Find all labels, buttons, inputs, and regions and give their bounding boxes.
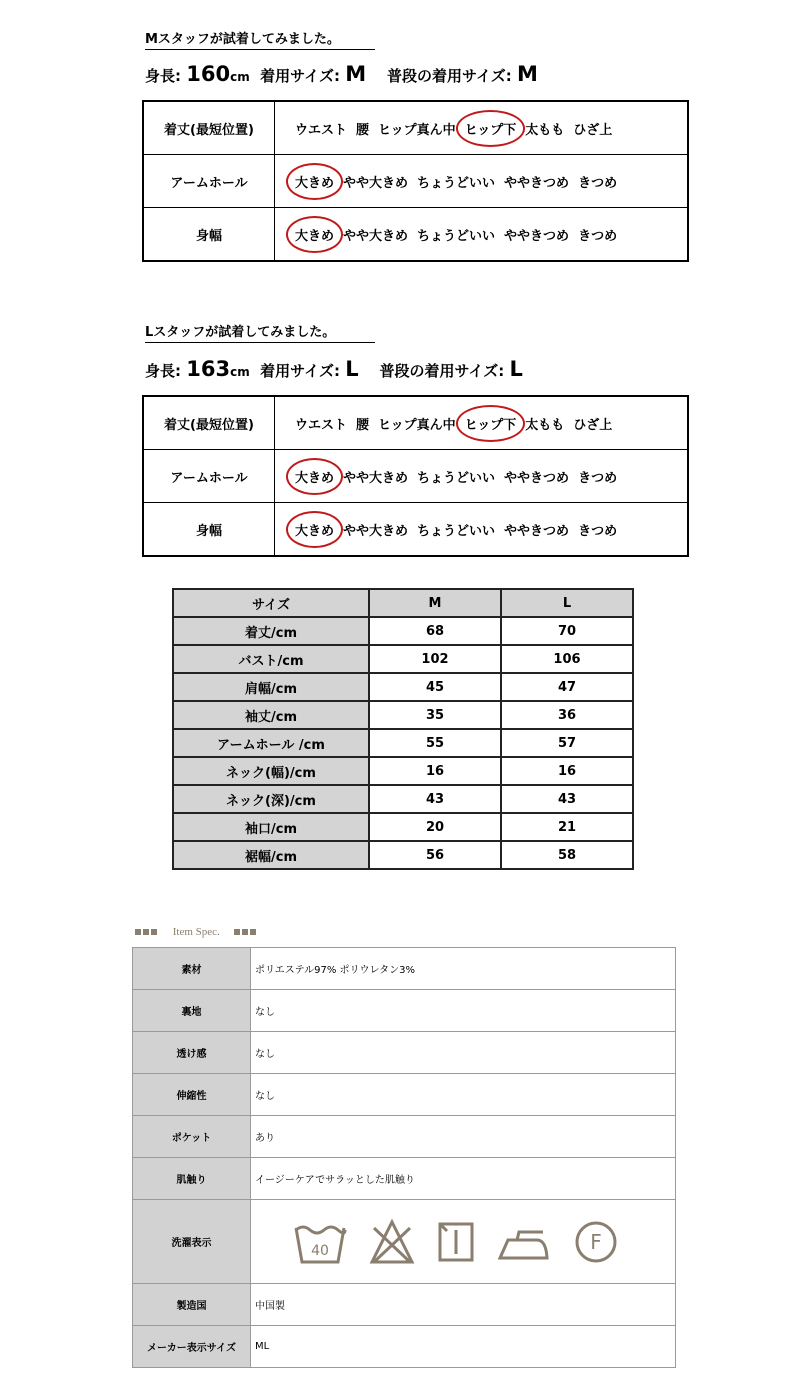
fit-option: ややきつめ bbox=[504, 523, 570, 539]
spec-key: 素材 bbox=[133, 948, 251, 990]
fit-option: ヒップ真ん中 bbox=[378, 122, 456, 138]
size-value-l: 57 bbox=[501, 729, 633, 757]
size-row-label: 着丈/cm bbox=[173, 617, 369, 645]
fit-row-armhole bbox=[143, 155, 688, 208]
fit-option: 太もも bbox=[525, 417, 565, 433]
fit-option: やや大きめ bbox=[343, 228, 409, 244]
size-header-cell: L bbox=[501, 589, 633, 617]
square-icon bbox=[250, 929, 256, 935]
table-row bbox=[173, 701, 633, 729]
size-row-label: 裾幅/cm bbox=[173, 841, 369, 869]
usual-size-value: L bbox=[509, 357, 523, 381]
square-icon bbox=[135, 929, 141, 935]
size-row-label: 肩幅/cm bbox=[173, 673, 369, 701]
fit-option-selected: ヒップ下 bbox=[465, 414, 517, 433]
table-row bbox=[133, 990, 676, 1032]
fit-row-armhole bbox=[143, 450, 688, 503]
table-row bbox=[133, 1116, 676, 1158]
table-row bbox=[173, 785, 633, 813]
spec-value: イージーケアでサラッとした肌触り bbox=[251, 1158, 676, 1200]
table-row bbox=[173, 757, 633, 785]
spec-value: ML bbox=[251, 1326, 676, 1368]
wear-size-value: M bbox=[345, 62, 367, 86]
fit-option: ヒップ真ん中 bbox=[378, 417, 456, 433]
spec-key: ポケット bbox=[133, 1116, 251, 1158]
fit-option: 太もも bbox=[525, 122, 565, 138]
fit-row-length bbox=[143, 396, 688, 450]
table-row bbox=[173, 673, 633, 701]
fit-option: やや大きめ bbox=[343, 175, 409, 191]
height-label: 身長: bbox=[145, 67, 181, 85]
size-row-label: 袖口/cm bbox=[173, 813, 369, 841]
fit-option: きつめ bbox=[578, 523, 618, 539]
size-value-l: 106 bbox=[501, 645, 633, 673]
size-row-label: バスト/cm bbox=[173, 645, 369, 673]
table-row bbox=[173, 617, 633, 645]
fit-options bbox=[275, 208, 689, 262]
spec-key: メーカー表示サイズ bbox=[133, 1326, 251, 1368]
size-value-l: 21 bbox=[501, 813, 633, 841]
size-header-cell: サイズ bbox=[173, 589, 369, 617]
size-value-m: 16 bbox=[369, 757, 501, 785]
fit-option-selected: 大きめ bbox=[295, 467, 334, 486]
fit-option: ちょうどいい bbox=[417, 470, 496, 486]
square-icon bbox=[151, 929, 157, 935]
size-row-label: アームホール /cm bbox=[173, 729, 369, 757]
fit-option: ちょうどいい bbox=[417, 228, 496, 244]
square-icon bbox=[242, 929, 248, 935]
fit-options bbox=[275, 450, 689, 503]
fit-option: やや大きめ bbox=[343, 523, 409, 539]
staff-m-stats bbox=[145, 62, 538, 86]
staff-m-fit-table bbox=[142, 100, 689, 262]
size-value-m: 102 bbox=[369, 645, 501, 673]
height-unit: cm bbox=[230, 70, 250, 84]
table-row bbox=[133, 1158, 676, 1200]
spec-key: 透け感 bbox=[133, 1032, 251, 1074]
size-value-l: 58 bbox=[501, 841, 633, 869]
table-row bbox=[133, 948, 676, 990]
size-table-header bbox=[173, 589, 633, 617]
size-value-m: 68 bbox=[369, 617, 501, 645]
care-icons-cell bbox=[251, 1200, 676, 1284]
spec-value: なし bbox=[251, 1032, 676, 1074]
size-row-label: ネック(幅)/cm bbox=[173, 757, 369, 785]
wash-temp: 40 bbox=[311, 1242, 329, 1259]
wear-size-label: 着用サイズ: bbox=[260, 362, 340, 380]
fit-option-selected: 大きめ bbox=[295, 520, 334, 539]
fit-option: ちょうどいい bbox=[417, 523, 496, 539]
fit-option: 腰 bbox=[356, 417, 370, 433]
fit-option: ひざ上 bbox=[573, 122, 613, 138]
table-row bbox=[133, 1032, 676, 1074]
fit-option: きつめ bbox=[578, 228, 618, 244]
size-value-m: 35 bbox=[369, 701, 501, 729]
table-row bbox=[173, 729, 633, 757]
fit-options bbox=[275, 503, 689, 557]
fit-row-width bbox=[143, 503, 688, 557]
size-value-l: 70 bbox=[501, 617, 633, 645]
fit-option-selected: 大きめ bbox=[295, 225, 334, 244]
fit-option: ちょうどいい bbox=[417, 175, 496, 191]
staff-m-title: Mスタッフが試着してみました。 bbox=[145, 28, 375, 50]
usual-size-label: 普段の着用サイズ: bbox=[379, 362, 505, 380]
fit-row-label: 着丈(最短位置) bbox=[143, 101, 275, 155]
staff-l-fit-table bbox=[142, 395, 689, 557]
fit-option: ややきつめ bbox=[504, 175, 570, 191]
spec-value: ポリエステル97% ポリウレタン3% bbox=[251, 948, 676, 990]
square-icon bbox=[234, 929, 240, 935]
table-row bbox=[133, 1074, 676, 1116]
fit-row-label: 身幅 bbox=[143, 208, 275, 262]
table-row bbox=[133, 1284, 676, 1326]
fit-options bbox=[275, 396, 689, 450]
square-icon bbox=[143, 929, 149, 935]
usual-size-value: M bbox=[517, 62, 538, 86]
dry-clean-letter: F bbox=[590, 1229, 602, 1254]
size-value-l: 36 bbox=[501, 701, 633, 729]
table-row bbox=[173, 841, 633, 869]
size-row-label: 袖丈/cm bbox=[173, 701, 369, 729]
item-spec-title: Item Spec. bbox=[172, 926, 220, 938]
item-spec-table bbox=[132, 947, 676, 1368]
fit-option: ウエスト bbox=[295, 417, 348, 433]
table-row bbox=[133, 1200, 676, 1284]
size-value-l: 47 bbox=[501, 673, 633, 701]
iron-icon bbox=[497, 1218, 551, 1266]
staff-l-title: Lスタッフが試着してみました。 bbox=[145, 321, 375, 343]
fit-option: ひざ上 bbox=[573, 417, 613, 433]
fit-row-width bbox=[143, 208, 688, 262]
wear-size-value: L bbox=[345, 357, 359, 381]
spec-key: 伸縮性 bbox=[133, 1074, 251, 1116]
dry-clean-f-icon bbox=[573, 1218, 619, 1266]
drip-dry-icon bbox=[437, 1218, 475, 1266]
spec-key: 裏地 bbox=[133, 990, 251, 1032]
height-value: 163 bbox=[186, 357, 231, 381]
fit-row-label: アームホール bbox=[143, 450, 275, 503]
usual-size-label: 普段の着用サイズ: bbox=[387, 67, 512, 85]
wash-40-icon bbox=[293, 1218, 347, 1266]
spec-value: あり bbox=[251, 1116, 676, 1158]
size-value-m: 20 bbox=[369, 813, 501, 841]
fit-option: ウエスト bbox=[295, 122, 348, 138]
fit-row-length bbox=[143, 101, 688, 155]
fit-option: やや大きめ bbox=[343, 470, 409, 486]
height-unit: cm bbox=[230, 365, 250, 379]
fit-row-label: 着丈(最短位置) bbox=[143, 396, 275, 450]
table-row bbox=[173, 813, 633, 841]
fit-option: 腰 bbox=[356, 122, 370, 138]
fit-option: ややきつめ bbox=[504, 470, 570, 486]
spec-key: 肌触り bbox=[133, 1158, 251, 1200]
fit-row-label: アームホール bbox=[143, 155, 275, 208]
size-value-m: 43 bbox=[369, 785, 501, 813]
spec-key: 洗濯表示 bbox=[133, 1200, 251, 1284]
table-row bbox=[173, 645, 633, 673]
fit-option: きつめ bbox=[578, 470, 618, 486]
size-value-m: 56 bbox=[369, 841, 501, 869]
height-label: 身長: bbox=[145, 362, 181, 380]
size-table bbox=[172, 588, 634, 870]
table-row bbox=[133, 1326, 676, 1368]
size-value-m: 55 bbox=[369, 729, 501, 757]
size-row-label: ネック(深)/cm bbox=[173, 785, 369, 813]
spec-value: なし bbox=[251, 1074, 676, 1116]
staff-l-stats bbox=[145, 357, 523, 381]
no-bleach-icon bbox=[369, 1218, 415, 1266]
spec-value: 中国製 bbox=[251, 1284, 676, 1326]
size-header-cell: M bbox=[369, 589, 501, 617]
care-icons bbox=[255, 1218, 675, 1266]
fit-row-label: 身幅 bbox=[143, 503, 275, 557]
item-spec-heading bbox=[135, 926, 258, 938]
size-value-l: 43 bbox=[501, 785, 633, 813]
wear-size-label: 着用サイズ: bbox=[260, 67, 340, 85]
size-value-l: 16 bbox=[501, 757, 633, 785]
fit-option-selected: 大きめ bbox=[295, 172, 334, 191]
spec-value: なし bbox=[251, 990, 676, 1032]
fit-option: きつめ bbox=[578, 175, 618, 191]
size-value-m: 45 bbox=[369, 673, 501, 701]
spec-key: 製造国 bbox=[133, 1284, 251, 1326]
fit-option: ややきつめ bbox=[504, 228, 570, 244]
height-value: 160 bbox=[186, 62, 231, 86]
fit-options bbox=[275, 155, 689, 208]
fit-options bbox=[275, 101, 689, 155]
fit-option-selected: ヒップ下 bbox=[465, 119, 517, 138]
